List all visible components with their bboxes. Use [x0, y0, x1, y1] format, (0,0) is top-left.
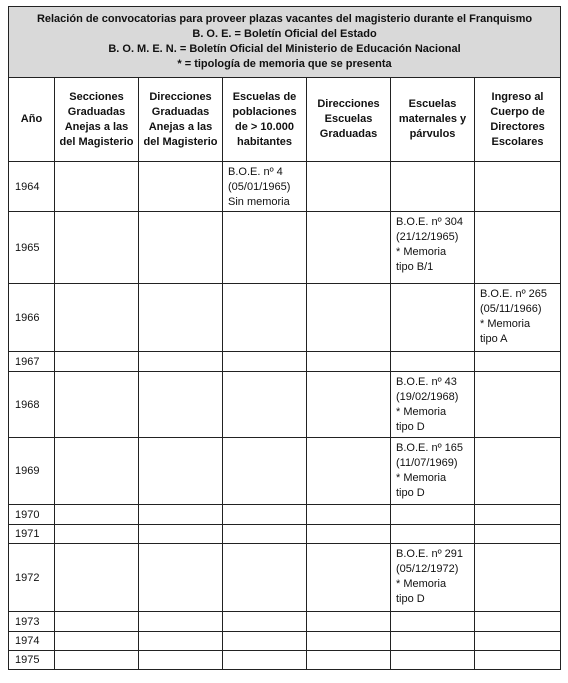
table-cell — [223, 505, 307, 525]
column-header-direcciones-escuelas: Direcciones Escuelas Graduadas — [307, 78, 391, 162]
table-cell — [307, 284, 391, 352]
table-cell — [55, 284, 139, 352]
table-cell — [139, 651, 223, 670]
table-cell — [391, 651, 475, 670]
column-header-ano: Año — [9, 78, 55, 162]
table-cell — [391, 612, 475, 632]
table-cell — [391, 505, 475, 525]
table-row — [9, 438, 561, 505]
table-cell — [55, 438, 139, 505]
table-cell — [139, 284, 223, 352]
table-cell — [307, 632, 391, 651]
table-body — [9, 162, 561, 670]
table-cell — [55, 612, 139, 632]
table-cell — [223, 525, 307, 544]
year-cell: 1967 — [9, 352, 55, 372]
column-header-escuelas-maternales: Escuelas maternales y párvulos — [391, 78, 475, 162]
table-row — [9, 162, 561, 212]
table-cell — [307, 525, 391, 544]
table-cell — [139, 372, 223, 438]
column-header-ingreso-directores: Ingreso al Cuerpo de Directores Escolares — [475, 78, 561, 162]
table-cell — [307, 438, 391, 505]
table-row — [9, 284, 561, 352]
table-cell — [391, 438, 475, 505]
table-cell — [139, 612, 223, 632]
year-cell: 1969 — [9, 438, 55, 505]
table-row — [9, 372, 561, 438]
table-cell — [475, 352, 561, 372]
table-cell — [223, 162, 307, 212]
year-cell: 1964 — [9, 162, 55, 212]
cell-text: B.O.E. nº 165 (11/07/1969) * Memoria tipo D — [396, 442, 463, 499]
year-cell: 1968 — [9, 372, 55, 438]
table-cell — [475, 372, 561, 438]
cell-text: B.O.E. nº 43 (19/02/1968) * Memoria tipo D — [396, 376, 459, 433]
year-cell: 1975 — [9, 651, 55, 670]
table-row — [9, 651, 561, 670]
table-cell — [391, 632, 475, 651]
table-cell — [139, 352, 223, 372]
table-row — [9, 352, 561, 372]
table-cell — [55, 352, 139, 372]
table-row — [9, 612, 561, 632]
table-cell — [139, 632, 223, 651]
table-row — [9, 505, 561, 525]
table-cell — [139, 438, 223, 505]
table-cell — [391, 284, 475, 352]
year-cell: 1974 — [9, 632, 55, 651]
table-cell — [391, 372, 475, 438]
table-cell — [475, 612, 561, 632]
table-cell — [307, 162, 391, 212]
table-cell — [139, 525, 223, 544]
year-cell: 1973 — [9, 612, 55, 632]
table-cell — [55, 372, 139, 438]
table-cell — [139, 212, 223, 284]
table-cell — [307, 505, 391, 525]
table-cell — [475, 212, 561, 284]
table-cell — [223, 352, 307, 372]
table-cell — [55, 651, 139, 670]
table-cell — [55, 544, 139, 612]
table-row — [9, 525, 561, 544]
table-cell — [139, 505, 223, 525]
cell-text: B.O.E. nº 291 (05/12/1972) * Memoria tipo D — [396, 548, 463, 605]
table-cell — [55, 162, 139, 212]
table-cell — [391, 212, 475, 284]
table-cell — [223, 632, 307, 651]
table-cell — [223, 284, 307, 352]
table-cell — [307, 372, 391, 438]
table-cell — [391, 162, 475, 212]
header-row — [9, 78, 561, 162]
table-cell — [223, 612, 307, 632]
caption-row — [9, 7, 561, 78]
table-cell — [223, 212, 307, 284]
table-cell — [55, 525, 139, 544]
table-cell — [391, 352, 475, 372]
year-cell: 1965 — [9, 212, 55, 284]
caption-boe: B. O. E. = Boletín Oficial del Estado — [192, 28, 377, 40]
year-cell: 1971 — [9, 525, 55, 544]
column-header-direcciones-graduadas: Direcciones Graduadas Anejas a las del Magisterio — [139, 78, 223, 162]
document — [8, 6, 560, 670]
convocatorias-table — [8, 6, 561, 670]
table-cell — [139, 544, 223, 612]
table-cell — [475, 162, 561, 212]
table-cell — [55, 632, 139, 651]
table-cell — [223, 372, 307, 438]
table-cell — [475, 632, 561, 651]
table-cell — [55, 212, 139, 284]
year-cell: 1966 — [9, 284, 55, 352]
caption-note: * = tipología de memoria que se presenta — [177, 58, 392, 70]
table-caption — [9, 7, 561, 78]
table-cell — [223, 438, 307, 505]
table-cell — [391, 544, 475, 612]
table-cell — [475, 284, 561, 352]
cell-text: B.O.E. nº 304 (21/12/1965) * Memoria tipo B/1 — [396, 216, 463, 273]
cell-text: B.O.E. nº 4 (05/01/1965) Sin memoria — [228, 166, 291, 208]
table-row — [9, 544, 561, 612]
caption-bomen: B. O. M. E. N. = Boletín Oficial del Ministerio de Educación Nacional — [108, 43, 461, 55]
table-cell — [307, 612, 391, 632]
table-cell — [391, 525, 475, 544]
table-row — [9, 212, 561, 284]
table-cell — [139, 162, 223, 212]
table-cell — [307, 651, 391, 670]
column-header-escuelas-poblaciones: Escuelas de poblaciones de > 10.000 habitantes — [223, 78, 307, 162]
cell-text: B.O.E. nº 265 (05/11/1966) * Memoria tipo A — [480, 288, 547, 345]
table-cell — [475, 651, 561, 670]
table-cell — [307, 212, 391, 284]
column-header-secciones-graduadas: Secciones Graduadas Anejas a las del Magisterio — [55, 78, 139, 162]
table-cell — [475, 505, 561, 525]
table-cell — [223, 651, 307, 670]
table-row — [9, 632, 561, 651]
table-cell — [307, 544, 391, 612]
table-cell — [475, 544, 561, 612]
table-cell — [55, 505, 139, 525]
table-cell — [307, 352, 391, 372]
caption-title: Relación de convocatorias para proveer plazas vacantes del magisterio durante el Franquismo — [36, 13, 533, 25]
table-cell — [475, 438, 561, 505]
year-cell: 1972 — [9, 544, 55, 612]
year-cell: 1970 — [9, 505, 55, 525]
table-cell — [475, 525, 561, 544]
table-cell — [223, 544, 307, 612]
